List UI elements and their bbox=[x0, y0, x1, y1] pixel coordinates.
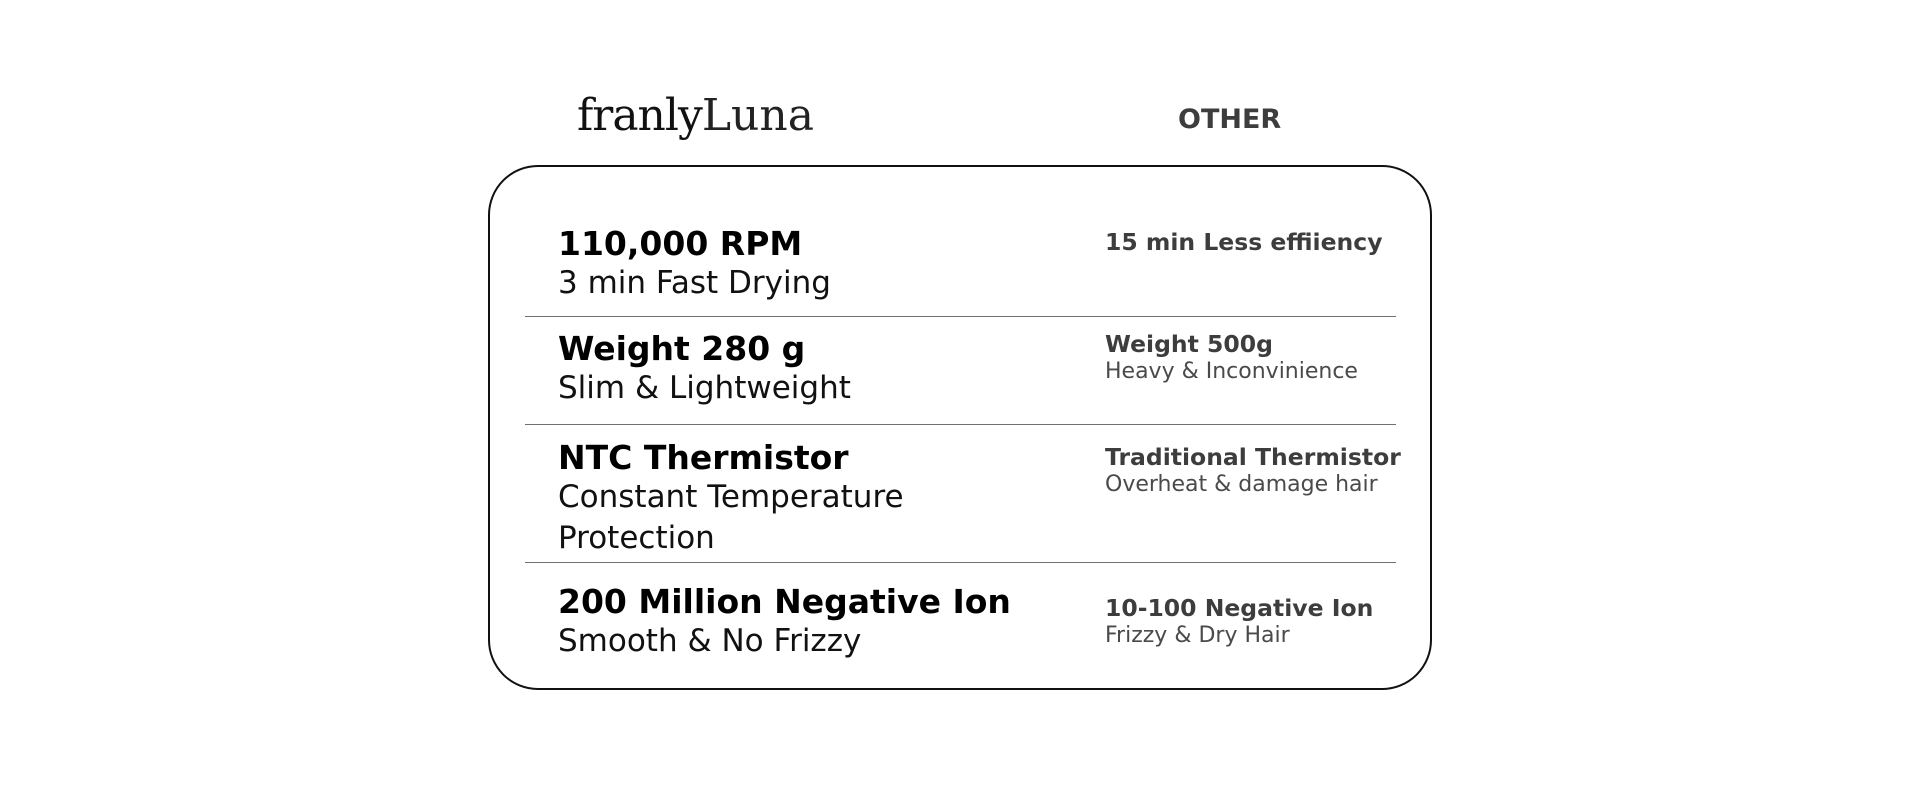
other-title: 15 min Less effiiency bbox=[1105, 228, 1383, 256]
other-cell bbox=[1105, 594, 1373, 650]
brand-name-secondary: Luna bbox=[701, 90, 814, 141]
other-title: Weight 500g bbox=[1105, 330, 1273, 358]
row-divider bbox=[525, 316, 1396, 317]
feature-subtitle: Slim & Lightweight bbox=[558, 370, 851, 406]
feature-title: 110,000 RPM bbox=[558, 224, 803, 263]
feature-subtitle: 3 min Fast Drying bbox=[558, 265, 831, 301]
feature-title: Weight 280 g bbox=[558, 329, 806, 368]
feature-title: 200 Million Negative Ion bbox=[558, 582, 1011, 621]
other-column-heading: OTHER bbox=[1178, 104, 1282, 135]
other-title: 10-100 Negative Ion bbox=[1105, 594, 1374, 622]
feature-title: NTC Thermistor bbox=[558, 438, 849, 477]
other-subtitle: Frizzy & Dry Hair bbox=[1105, 623, 1290, 648]
feature-cell bbox=[558, 583, 1011, 662]
brand-logo bbox=[577, 88, 814, 144]
row-divider bbox=[525, 562, 1396, 563]
feature-subtitle: Smooth & No Frizzy bbox=[558, 623, 862, 659]
other-subtitle: Overheat & damage hair bbox=[1105, 472, 1378, 497]
feature-subtitle: Constant Temperature Protection bbox=[558, 479, 904, 556]
brand-name-primary: franly bbox=[577, 90, 702, 141]
feature-cell bbox=[558, 330, 851, 409]
other-title: Traditional Thermistor bbox=[1105, 443, 1401, 471]
feature-cell bbox=[558, 225, 831, 304]
other-cell bbox=[1105, 330, 1358, 386]
other-cell bbox=[1105, 228, 1383, 256]
feature-cell bbox=[558, 439, 998, 559]
row-divider bbox=[525, 424, 1396, 425]
other-cell bbox=[1105, 443, 1401, 499]
other-subtitle: Heavy & Inconvinience bbox=[1105, 359, 1358, 384]
